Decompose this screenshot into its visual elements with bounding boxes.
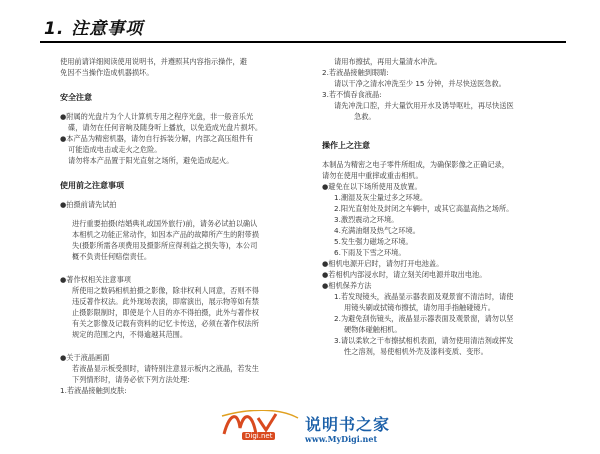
swallow-title: 3.若不慎吞食液晶:	[322, 90, 382, 99]
right-column	[322, 56, 562, 357]
brand-url: www.MyDigi.net	[305, 434, 378, 444]
care-item: 3.请以柔软之干布擦拭相机表面，请勿使用清洁剂或挥发	[334, 336, 514, 345]
avoid-item: 2.阳光直射处及封闭之车辆中，或其它高温高热之场所。	[334, 204, 514, 213]
safety-line: 请勿将本产品置于阳光直射之场所，避免造成起火。	[68, 156, 234, 165]
swallow-line: 急救。	[354, 112, 376, 121]
copyright-title: ●著作权相关注意事项	[60, 275, 131, 284]
power-line: ●相机电源开启时，请勿打开电池盖。	[322, 259, 444, 268]
lcd-line: 下列情形时，请务必依下列方法处理：	[72, 375, 195, 384]
shoot-line: 概不负责任何赔偿责任。	[72, 252, 152, 261]
operation-heading: 操作上之注意	[322, 141, 370, 150]
footer-brand	[220, 410, 600, 454]
care-item: 2.为避免刮伤镜头，液晶显示器表面及观景窗，请勿以坚	[334, 314, 514, 323]
care-item: 用镜头刷或拭镜布擦拭，请勿用手指触碰镜片。	[344, 303, 495, 312]
eye-line: 请以干净之清水冲洗至少 15 分钟，并尽快送医急救。	[334, 79, 506, 88]
shoot-line: 进行重要拍摄(结婚典礼或国外旅行)前，请务必试拍以确认	[72, 219, 258, 228]
care-item: 性之溶剂，易使相机外壳及漆料变质、变形。	[344, 347, 488, 356]
lcd-line: 若液晶显示板受损时，请特别注意显示板内之液晶，若发生	[72, 364, 259, 373]
eye-title: 2.若液晶接触到眼睛:	[322, 68, 389, 77]
page-header	[0, 0, 600, 44]
water-line: ●若相机内部浸水时，请立刻关闭电源并取出电池。	[322, 270, 487, 279]
care-title: ●相机保养方法	[322, 281, 372, 290]
swallow-line: 请先冲洗口腔，并大量饮用开水及诱导呕吐，再尽快送医	[334, 101, 514, 110]
title-divider	[40, 41, 566, 43]
op-intro-line: 本制品为精密之电子零件所组成，为确保影像之正确记录，	[322, 160, 509, 169]
copyright-line: 违反著作权法。此外现场表演，即席演出，展示物等如有禁	[72, 297, 259, 306]
shoot-line: 失(摄影所需各项费用及摄影所应得利益之损失等)，本公司	[72, 241, 258, 250]
avoid-title: ●避免在以下场所使用及放置。	[322, 182, 422, 191]
avoid-item: 5.发生强力磁场之环境。	[334, 237, 413, 246]
safety-heading: 安全注意	[60, 93, 92, 102]
avoid-item: 1.潮湿及灰尘量过多之环境。	[334, 193, 428, 202]
copyright-line: 止摄影限制时，即使是个人目的亦不得拍摄，此外与著作权	[72, 308, 259, 317]
intro-line-2: 免因不当操作造成机器损坏。	[60, 68, 154, 77]
skin-line: 请用布擦拭，再用大量清水冲洗。	[334, 57, 442, 66]
safety-line: 碟，请勿在任何音响及随身听上播放，以免造成光盘片损坏。	[68, 123, 263, 132]
digi-badge: Digi.net	[242, 432, 275, 440]
left-column	[60, 56, 292, 396]
avoid-item: 6.下雨及下雪之环境。	[334, 248, 406, 257]
op-intro-line: 请勿在使用中重摔或重击相机。	[322, 171, 423, 180]
lcd-item-1: 1.若液晶接触到皮肤:	[60, 386, 127, 395]
page-title: 1. 注意事项	[44, 19, 144, 39]
avoid-item: 3.激烈震动之环境。	[334, 215, 399, 224]
lcd-title: ●关于液晶画面	[60, 353, 110, 362]
intro-line-1: 使用前请详细阅读使用说明书，并遵照其内容指示操作，避	[60, 57, 247, 66]
brand-name: 说明书之家	[305, 415, 391, 434]
copyright-line: 规定的范围之内，不得逾越其范围。	[72, 330, 188, 339]
safety-line: ●附属的光盘片为个人计算机专用之程序光盘，非一般音乐光	[60, 112, 254, 121]
usage-heading: 使用前之注意事项	[60, 181, 124, 190]
care-item: 硬物体碰触相机。	[344, 325, 402, 334]
safety-line: 可能造成电击或走火之危险。	[68, 145, 162, 154]
safety-line: ●本产品为精密机器，请勿自行拆装分解，内部之高压组件有	[60, 134, 254, 143]
shoot-title: ●拍摄前请先试拍	[60, 200, 117, 209]
care-item: 1.若发现镜头，液晶显示器表面及观景窗不清洁时，请使	[334, 292, 514, 301]
shoot-line: 本相机之功能正常动作，如因本产品的故障所产生的附带损	[72, 230, 259, 239]
copyright-line: 有关之影像及记载有资料的记忆卡传送，必须在著作权法所	[72, 319, 259, 328]
copyright-line: 所使用之数码相机拍摄之影像，除非权利人同意，否则不得	[72, 286, 259, 295]
avoid-item: 4.充满油烟及热气之环境。	[334, 226, 420, 235]
